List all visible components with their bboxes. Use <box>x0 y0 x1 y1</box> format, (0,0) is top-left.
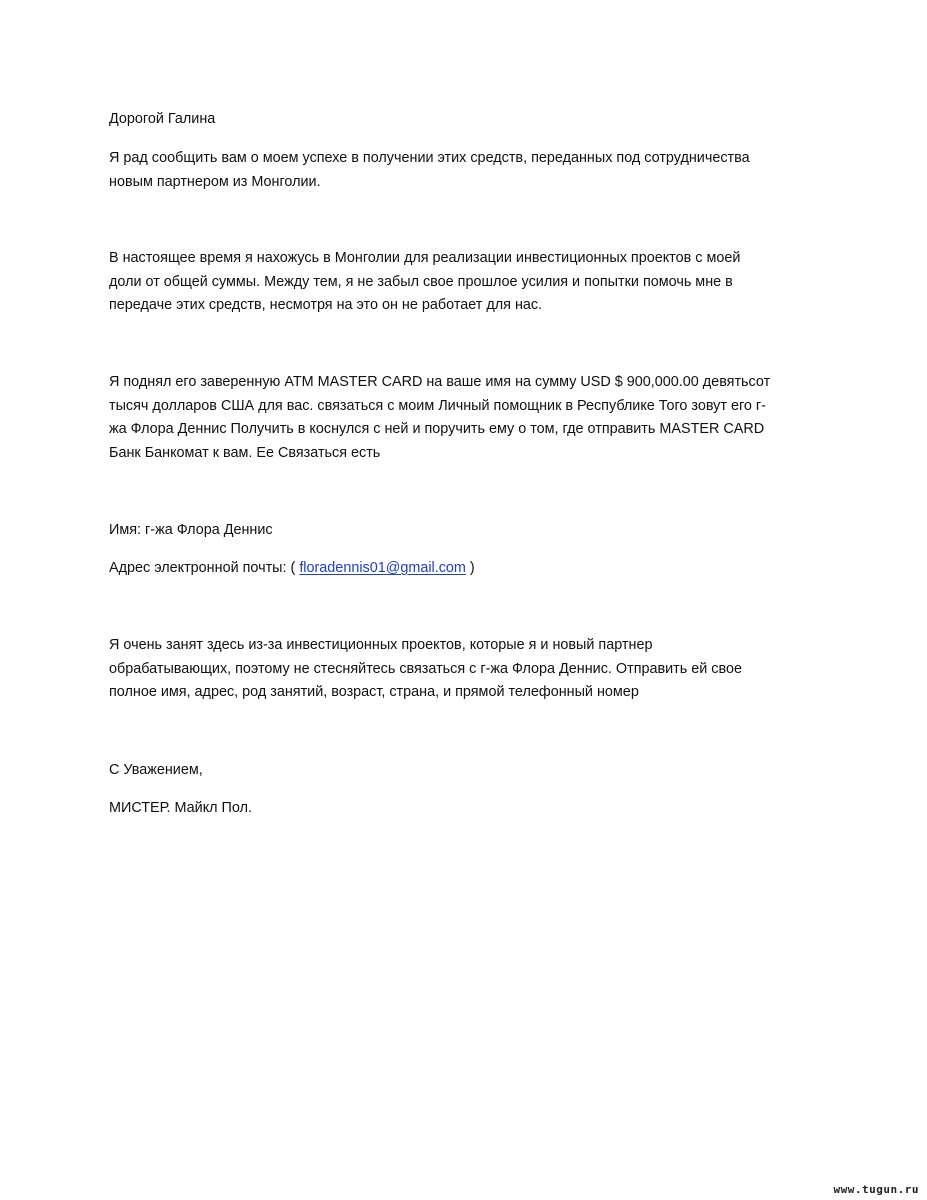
paragraph-success <box>109 147 809 194</box>
paragraph-line: жа Флора Деннис Получить в коснулся с ней и поручить ему о том, где отправить MASTER CARD <box>109 421 765 437</box>
watermark: www.tugun.ru <box>833 1183 919 1196</box>
email-suffix: ) <box>465 560 475 576</box>
paragraph-line: Банк Банкомат к вам. Ее Связаться есть <box>109 444 381 461</box>
greeting: Дорогой Галина <box>109 111 216 127</box>
email-link[interactable]: floradennis01@gmail.com <box>299 560 466 576</box>
paragraph-busy <box>109 634 809 705</box>
paragraph-line: передаче этих средств, несмотря на это он не работает для нас. <box>109 297 543 313</box>
paragraph-line: Я очень занят здесь из-за инвестиционных проектов, которые я и новый партнер <box>109 637 653 653</box>
paragraph-line: Я поднял его заверенную ATM MASTER CARD на ваше имя на сумму USD $ 900,000.00 девятьсот <box>109 374 771 390</box>
email-label: Адрес электронной почты: ( <box>109 560 300 576</box>
contact-email-line <box>109 557 809 581</box>
signature: МИСТЕР. Майкл Пол. <box>109 800 252 816</box>
paragraph-line: обрабатывающих, поэтому не стесняйтесь связаться с г-жа Флора Деннис. Отправить ей свое <box>109 660 742 677</box>
paragraph-line: доли от общей суммы. Между тем, я не забыл свое прошлое усилия и попытки помочь мне в <box>109 273 733 290</box>
paragraph-master-card <box>109 371 809 465</box>
paragraph-line: Я рад сообщить вам о моем успехе в получении этих средств, переданных под сотрудничества <box>109 150 750 166</box>
closing: С Уважением, <box>109 762 203 778</box>
paragraph-mongolia <box>109 247 809 318</box>
paragraph-line: новым партнером из Монголии. <box>109 173 321 190</box>
contact-name: Имя: г-жа Флора Деннис <box>109 522 273 538</box>
paragraph-line: В настоящее время я нахожусь в Монголии для реализации инвестиционных проектов с моей <box>109 250 741 266</box>
paragraph-line: тысяч долларов США для вас. связаться с моим Личный помощник в Республике Того зовут его г- <box>109 397 766 414</box>
paragraph-line: полное имя, адрес, род занятий, возраст, страна, и прямой телефонный номер <box>109 684 639 700</box>
